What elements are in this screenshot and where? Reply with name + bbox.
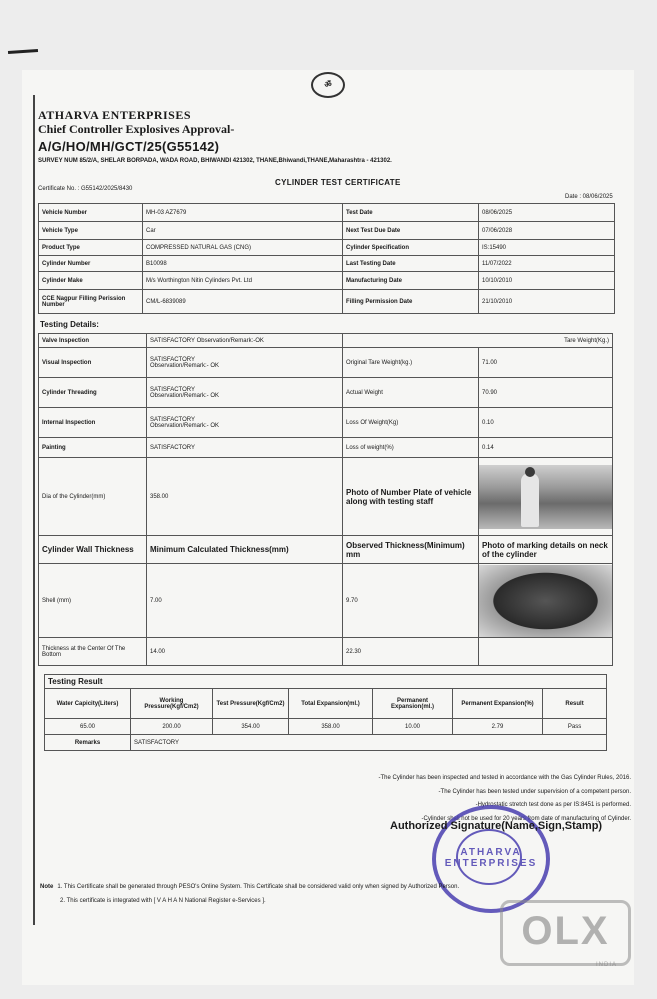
sheet-left-edge bbox=[33, 95, 35, 925]
result-value: Pass bbox=[543, 719, 607, 735]
dia-label: Dia of the Cylinder(mm) bbox=[39, 458, 147, 536]
loss-weight-pct-value: 0.14 bbox=[479, 438, 613, 458]
cylinder-make-value: M/s Worthington Nitin Cylinders Pvt. Ltd bbox=[143, 272, 343, 290]
number-plate-photo-caption: Photo of Number Plate of vehicle along with testing staff bbox=[343, 458, 479, 536]
min-calc-thickness-label: Minimum Calculated Thickness(mm) bbox=[147, 536, 343, 564]
certificate-number: Certificate No. : G55142/2025/8430 bbox=[38, 186, 133, 192]
filling-permission-date-value: 21/10/2010 bbox=[479, 290, 615, 314]
shell-observed-thickness: 9.70 bbox=[343, 564, 479, 638]
specification-value: IS:15490 bbox=[479, 240, 615, 256]
permanent-expansion-ml-value: 10.00 bbox=[373, 719, 453, 735]
testing-result-title: Testing Result bbox=[45, 675, 607, 689]
loss-weight-kg-value: 0.10 bbox=[479, 408, 613, 438]
center-bottom-observed: 22.30 bbox=[343, 638, 479, 666]
col-test-pressure: Test Pressure(Kgf/Cm2) bbox=[213, 689, 289, 719]
vehicle-number-label: Vehicle Number bbox=[39, 204, 143, 222]
test-pressure-value: 354.00 bbox=[213, 719, 289, 735]
vehicle-type-label: Vehicle Type bbox=[39, 222, 143, 240]
cylinder-make-label: Cylinder Make bbox=[39, 272, 143, 290]
dia-value: 358.00 bbox=[147, 458, 343, 536]
original-tare-value: 71.00 bbox=[479, 348, 613, 378]
company-address: SURVEY NUM 85/2/A, SHELAR BORPADA, WADA ROAD, BHIWANDI 421302, THANE,Bhiwandi,THANE,Maharashtra - 421302. bbox=[38, 158, 392, 164]
testing-details-title: Testing Details: bbox=[40, 320, 99, 329]
next-due-label: Next Test Due Date bbox=[343, 222, 479, 240]
cylinder-number-value: B10098 bbox=[143, 256, 343, 272]
test-date-label: Test Date bbox=[343, 204, 479, 222]
visual-inspection-remark: Observation/Remark:- OK bbox=[150, 362, 220, 369]
shell-min-thickness: 7.00 bbox=[147, 564, 343, 638]
threading-cell bbox=[147, 378, 343, 408]
cylinder-neck-photo bbox=[479, 565, 612, 637]
footer-notes bbox=[40, 880, 459, 908]
om-logo: ॐ bbox=[311, 72, 345, 98]
footer-note-2: 2. This certificate is integrated with [ V A H A N National Register e-Services ]. bbox=[60, 898, 266, 904]
actual-weight-value: 70.90 bbox=[479, 378, 613, 408]
threading-status: SATISFACTORY bbox=[150, 386, 196, 393]
internal-inspection-cell bbox=[147, 408, 343, 438]
manufacturing-value: 10/10/2010 bbox=[479, 272, 615, 290]
working-pressure-value: 200.00 bbox=[131, 719, 213, 735]
testing-result-table bbox=[44, 674, 607, 751]
specification-label: Cylinder Specification bbox=[343, 240, 479, 256]
filling-permission-date-label: Filling Permission Date bbox=[343, 290, 479, 314]
staff-vehicle-photo bbox=[479, 465, 612, 529]
col-permanent-expansion-pct: Permanent Expansion(%) bbox=[453, 689, 543, 719]
actual-weight-label: Actual Weight bbox=[343, 378, 479, 408]
filling-permission-number-label: CCE Nagpur Filling Perission Number bbox=[39, 290, 143, 314]
shell-label: Shell (mm) bbox=[39, 564, 147, 638]
original-tare-label: Original Tare Weight(kg.) bbox=[343, 348, 479, 378]
test-date-value: 08/06/2025 bbox=[479, 204, 615, 222]
tare-weight-header: Tare Weight(Kg.) bbox=[343, 334, 613, 348]
footer-note-1: 1. This Certificate shall be generated through PESO's Online System. This Certificate shall be considered valid only when signed by Authorized Person. bbox=[57, 884, 460, 890]
olx-watermark-logo: OLX bbox=[500, 900, 631, 966]
internal-inspection-status: SATISFACTORY bbox=[150, 416, 196, 423]
painting-label: Painting bbox=[39, 438, 147, 458]
visual-inspection-label: Visual Inspection bbox=[39, 348, 147, 378]
note-line: -The Cylinder has been tested under supervision of a competent person. bbox=[438, 788, 631, 795]
company-name: ATHARVA ENTERPRISES bbox=[38, 108, 192, 122]
stamp-text: ATHARVA ENTERPRISES bbox=[444, 847, 538, 869]
center-bottom-min: 14.00 bbox=[147, 638, 343, 666]
observed-thickness-label: Observed Thickness(Minimum) mm bbox=[343, 536, 479, 564]
col-working-pressure: Working Pressure(Kgf/Cm2) bbox=[131, 689, 213, 719]
certificate-title: CYLINDER TEST CERTIFICATE bbox=[275, 178, 401, 187]
total-expansion-value: 358.00 bbox=[289, 719, 373, 735]
col-result: Result bbox=[543, 689, 607, 719]
certificate-date: Date : 08/06/2025 bbox=[565, 194, 613, 200]
last-testing-value: 11/07/2022 bbox=[479, 256, 615, 272]
remarks-value: SATISFACTORY bbox=[131, 735, 607, 751]
center-bottom-blank bbox=[479, 638, 613, 666]
manufacturing-label: Manufacturing Date bbox=[343, 272, 479, 290]
filling-permission-number-value: CM/L-6839089 bbox=[143, 290, 343, 314]
marking-photo-caption: Photo of marking details on neck of the cylinder bbox=[479, 536, 613, 564]
stray-pen-mark bbox=[8, 49, 38, 54]
water-capacity-value: 65.00 bbox=[45, 719, 131, 735]
col-permanent-expansion-ml: Permanent Expansion(ml.) bbox=[373, 689, 453, 719]
painting-value: SATISFACTORY bbox=[147, 438, 343, 458]
internal-inspection-label: Internal Inspection bbox=[39, 408, 147, 438]
testing-details-table bbox=[38, 333, 613, 666]
valve-inspection-label: Valve Inspection bbox=[39, 334, 147, 348]
remarks-label: Remarks bbox=[45, 735, 131, 751]
note-line: -The Cylinder has been inspected and tested in accordance with the Gas Cylinder Rules, 2016. bbox=[378, 775, 631, 781]
loss-weight-kg-label: Loss Of Weight(Kg) bbox=[343, 408, 479, 438]
number-plate-photo bbox=[479, 458, 613, 536]
col-total-expansion: Total Expansion(ml.) bbox=[289, 689, 373, 719]
internal-inspection-remark: Observation/Remark:- OK bbox=[150, 422, 220, 429]
valve-inspection-value: SATISFACTORY Observation/Remark:-OK bbox=[147, 334, 343, 348]
marking-photo bbox=[479, 564, 613, 638]
note-line: -Cylinder shall not be used for 20 years from date of manufacturing of Cylinder. bbox=[421, 815, 631, 822]
footer-note-label: Note bbox=[40, 884, 54, 890]
next-due-value: 07/06/2028 bbox=[479, 222, 615, 240]
permanent-expansion-pct-value: 2.79 bbox=[453, 719, 543, 735]
last-testing-label: Last Testing Date bbox=[343, 256, 479, 272]
approval-number: A/G/HO/MH/GCT/25(G55142) bbox=[38, 139, 220, 154]
vehicle-number-value: MH-03 AZ7679 bbox=[143, 204, 343, 222]
authorized-signature-label: Authorized Signature(Name,Sign,Stamp) bbox=[390, 820, 603, 832]
cylinder-number-label: Cylinder Number bbox=[39, 256, 143, 272]
vehicle-info-table bbox=[38, 203, 615, 314]
wall-thickness-label: Cylinder Wall Thickness bbox=[39, 536, 147, 564]
center-bottom-label: Thickness at the Center Of The Bottom bbox=[39, 638, 147, 666]
product-type-value: COMPRESSED NATURAL GAS (CNG) bbox=[143, 240, 343, 256]
threading-remark: Observation/Remark:- OK bbox=[150, 392, 220, 399]
product-type-label: Product Type bbox=[39, 240, 143, 256]
note-line: -Hydrostatic stretch test done as per IS:8451 is performed. bbox=[475, 802, 631, 808]
threading-label: Cylinder Threading bbox=[39, 378, 147, 408]
visual-inspection-cell bbox=[147, 348, 343, 378]
col-water-capacity: Water Capicity(Liters) bbox=[45, 689, 131, 719]
approval-heading: Chief Controller Explosives Approval- bbox=[38, 122, 235, 136]
vehicle-type-value: Car bbox=[143, 222, 343, 240]
loss-weight-pct-label: Loss of weight(%) bbox=[343, 438, 479, 458]
olx-watermark-sub: INDIA bbox=[596, 962, 618, 968]
visual-inspection-status: SATISFACTORY bbox=[150, 356, 196, 363]
